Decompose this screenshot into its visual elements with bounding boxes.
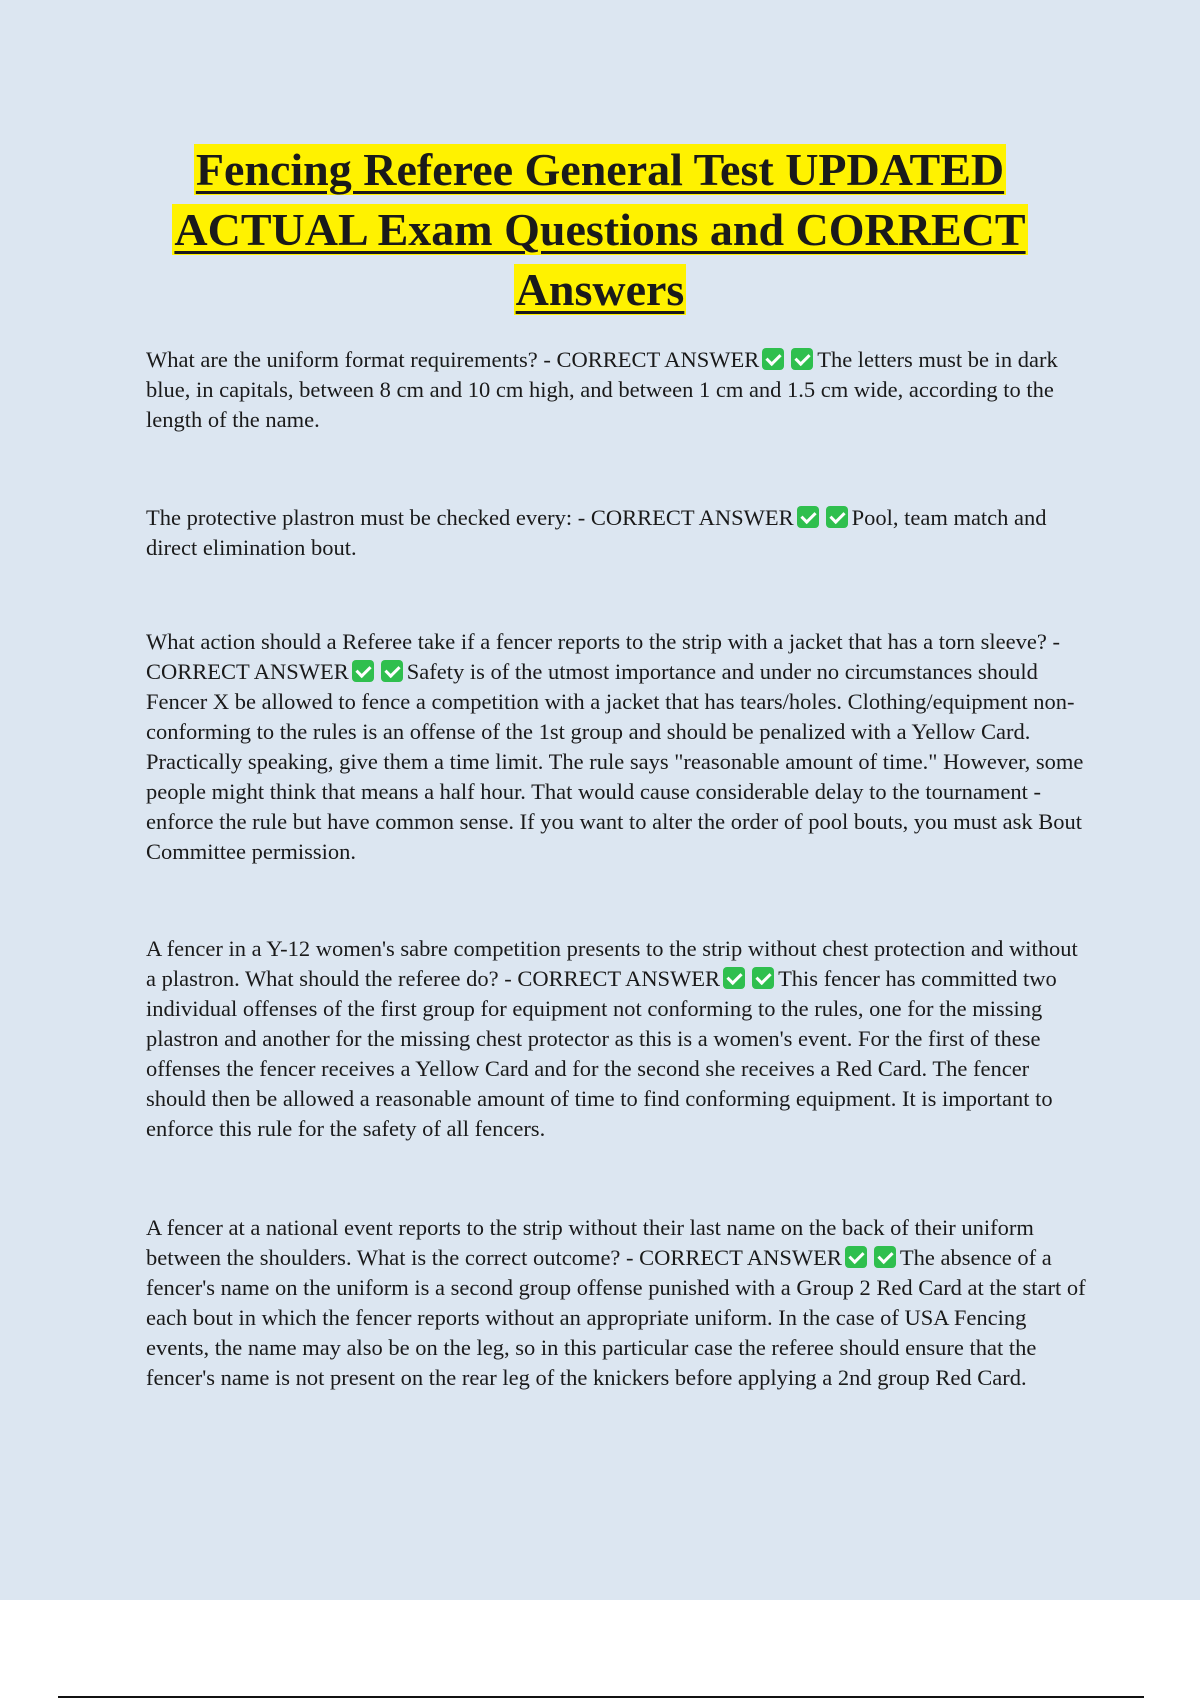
check-mark-icon (352, 660, 374, 682)
check-mark-icon (381, 660, 403, 682)
answer-text: The letters must be in dark blue, in capitals, between 8 cm and 10 cm high, and between 1 cm and 1.5 cm wide, according to the length of the name. (146, 347, 1058, 432)
qa-item-5 (146, 1213, 1088, 1393)
answer-separator: - CORRECT ANSWER (146, 629, 1060, 684)
footer-divider (58, 1696, 1144, 1698)
qa-item-4 (146, 934, 1088, 1144)
check-mark-icon (874, 1246, 896, 1268)
check-mark-icon (791, 348, 813, 370)
question-text: A fencer at a national event reports to the strip without their last name on the back of their uniform between the shoulders. What is the correct outcome? (146, 1215, 1034, 1270)
qa-item-2 (146, 503, 1088, 563)
answer-separator: - CORRECT ANSWER (537, 347, 760, 372)
answer-text: The absence of a fencer's name on the uniform is a second group offense punished with a Group 2 Red Card at the start of each bout in which the fencer reports without an appropriate uniform. In the case of USA Fencing events, the name may also be on the leg, so in this particular case the referee should ensure that the fencer's name is not present on the rear leg of the knickers before applying a 2nd group Red Card. (146, 1245, 1086, 1390)
question-text: The protective plastron must be checked every: (146, 505, 573, 530)
title-line-1: Fencing Referee General Test UPDATED (195, 144, 1005, 195)
check-mark-icon (723, 967, 745, 989)
title-line-2: ACTUAL Exam Questions and CORRECT (174, 204, 1026, 255)
question-text: What action should a Referee take if a fencer reports to the strip with a jacket that has a torn sleeve? (146, 629, 1047, 654)
check-mark-icon (797, 506, 819, 528)
answer-separator: - CORRECT ANSWER (620, 1245, 842, 1270)
question-text: What are the uniform format requirements? (146, 347, 538, 372)
answer-text: Pool, team match and direct elimination bout. (146, 505, 1047, 560)
check-mark-icon (762, 348, 784, 370)
answer-separator: - CORRECT ANSWER (572, 505, 794, 530)
document-title (100, 140, 1100, 320)
qa-item-3 (146, 627, 1088, 867)
answer-separator: - CORRECT ANSWER (498, 966, 721, 991)
title-line-3: Answers (515, 264, 685, 315)
question-text: A fencer in a Y-12 women's sabre competition presents to the strip without chest protection and without a plastron. What should the referee do? (146, 936, 1078, 991)
check-mark-icon (752, 967, 774, 989)
check-mark-icon (845, 1246, 867, 1268)
answer-text: Safety is of the utmost importance and under no circumstances should Fencer X be allowed to fence a competition with a jacket that has tears/holes. Clothing/equipment non-conforming to the rules is an offense of the 1st group and should be penalized with a Yellow Card. Practically speaking, give them a time limit. The rule says "reasonable amount of time." However, some people might think that means a half hour. That would cause considerable delay to the tournament - enforce the rule but have common sense. If you want to alter the order of pool bouts, you must ask Bout Committee permission. (146, 659, 1084, 864)
qa-item-1 (146, 345, 1088, 435)
check-mark-icon (826, 506, 848, 528)
answer-text: This fencer has committed two individual offenses of the first group for equipment not conforming to the rules, one for the missing plastron and another for the missing chest protector as this is a women's event. For the first of these offenses the fencer receives a Yellow Card and for the second she receives a Red Card. The fencer should then be allowed a reasonable amount of time to find conforming equipment. It is important to enforce this rule for the safety of all fencers. (146, 966, 1057, 1141)
